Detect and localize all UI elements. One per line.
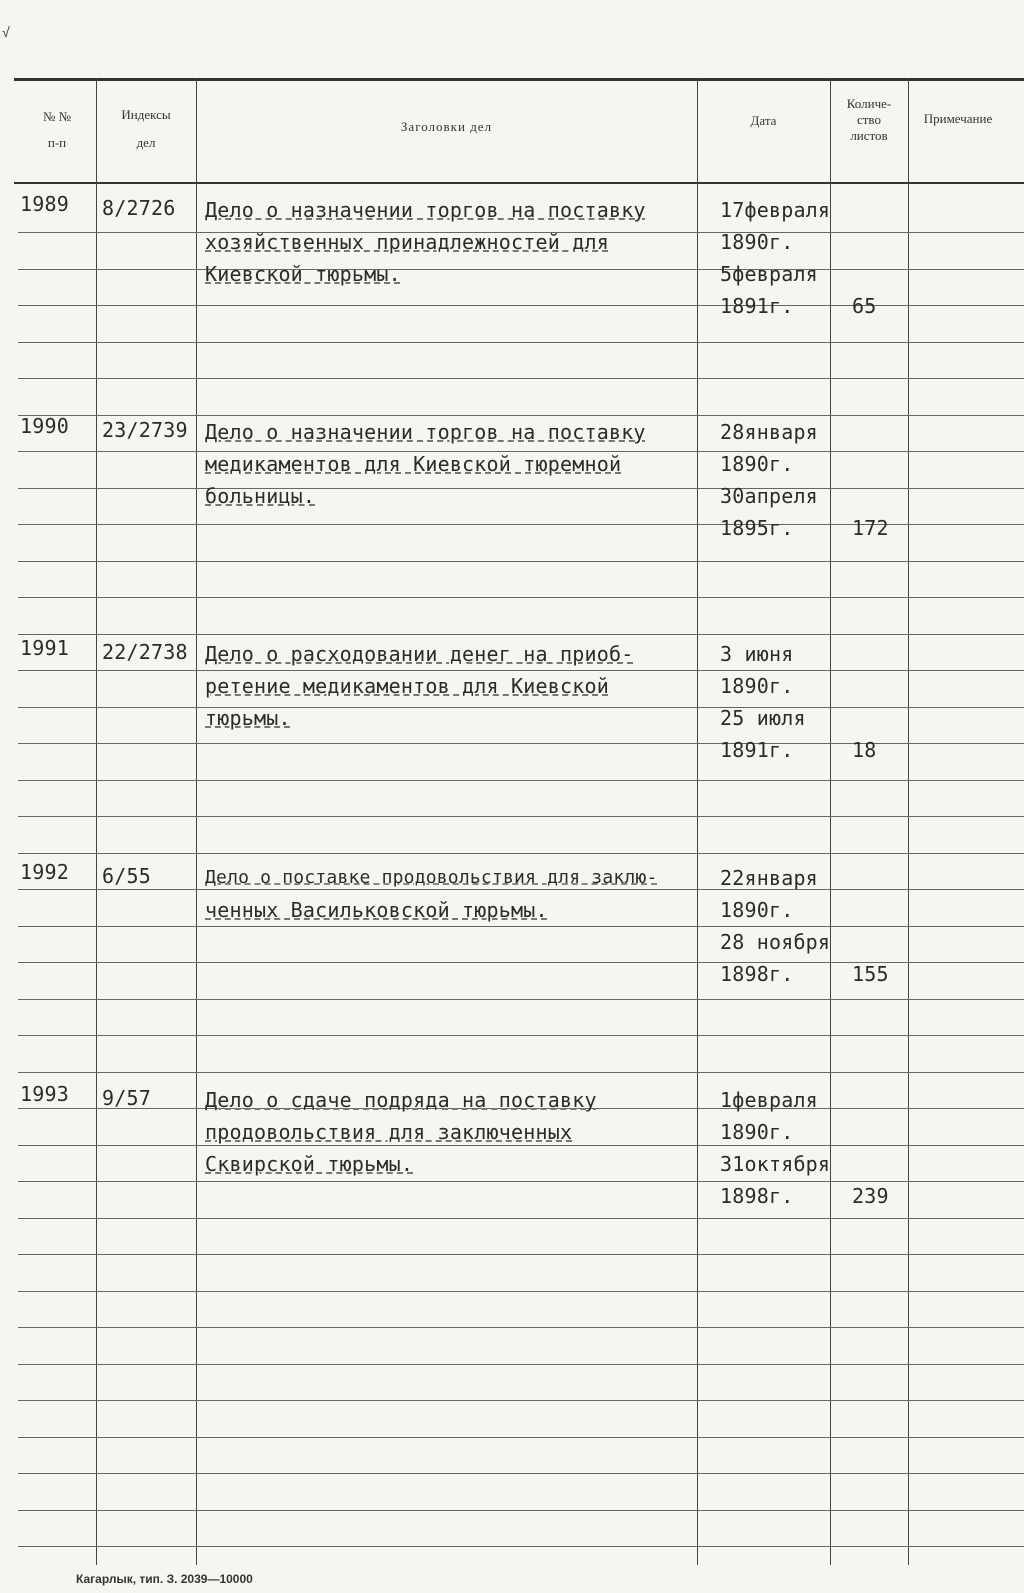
entry-number: 1993 [20,1082,69,1106]
entry-title-line: Дело о назначении торгов на поставку [205,420,646,444]
entry-index: 8/2726 [102,196,176,220]
entry-date-line: 1февраля [720,1088,818,1112]
ruled-line [18,1546,1024,1547]
entry-date-line: 1891г. [720,294,794,318]
ruled-line [18,1400,1024,1401]
ruled-line [18,853,1024,854]
entry-index: 6/55 [102,864,151,888]
header-number-label: № № [42,109,72,124]
ruled-line [18,1327,1024,1328]
entry-index: 23/2739 [102,418,188,442]
header-count-label-3: листов [850,128,888,143]
ruled-line [18,670,1024,671]
entry-date-line: 1898г. [720,1184,794,1208]
ruled-line [18,269,1024,270]
header-number [18,108,96,152]
header-titles: Заголовки дел [400,119,493,134]
entry-title-line: хозяйственных принадлежностей для [205,230,609,254]
ruled-line [18,1291,1024,1292]
entry-date-line: 1890г. [720,898,794,922]
column-divider [908,78,909,1565]
ruled-line [18,1254,1024,1255]
entry-date-line: 1895г. [720,516,794,540]
entry-date-line: 1890г. [720,674,794,698]
header-index [96,106,196,152]
entry-date-line: 1891г. [720,738,794,762]
ruled-line [18,378,1024,379]
ruled-line [18,634,1024,635]
entry-number: 1989 [20,192,69,216]
header-index-sublabel: дел [136,135,156,150]
entry-index: 22/2738 [102,640,188,664]
entry-date-line: 5февраля [720,262,818,286]
entry-number: 1991 [20,636,69,660]
entry-date-line: 1890г. [720,452,794,476]
ruled-line [18,926,1024,927]
entry-title-line: продовольствия для заключенных [205,1120,573,1144]
ruled-line [18,999,1024,1000]
entry-sheet-count: 172 [852,516,889,540]
header-note: Примечание [923,111,993,126]
entry-date-line: 28января [720,420,818,444]
header-count-label-1: Количе- [846,96,892,111]
entry-title-line: Дело о назначении торгов на поставку [205,198,646,222]
ruled-line [18,1145,1024,1146]
entry-date-line: 1890г. [720,1120,794,1144]
entry-number: 1990 [20,414,69,438]
entry-date-line: 1890г. [720,230,794,254]
entry-title-line: больницы. [205,484,316,508]
header-count-label-2: ство [856,112,881,127]
column-divider [697,78,698,1565]
ruled-line [18,816,1024,817]
ruled-line [18,707,1024,708]
header-sheet-count [830,96,908,144]
ruled-line [18,1364,1024,1365]
entry-title-line: Сквирской тюрьмы. [205,1152,414,1176]
ruled-line [18,415,1024,416]
ruled-line [18,1473,1024,1474]
entry-title-line: медикаментов для Киевской тюремной [205,452,622,476]
entry-date-line: 25 июля [720,706,806,730]
entry-title-line: Киевской тюрьмы. [205,262,401,286]
entry-date-line: 3 июня [720,642,794,666]
entry-date-line: 1898г. [720,962,794,986]
ruled-line [18,597,1024,598]
ruled-line [18,1218,1024,1219]
entry-title-line: ченных Васильковской тюрьмы. [205,898,548,922]
ruled-line [18,561,1024,562]
entry-number: 1992 [20,860,69,884]
entry-date-line: 28 ноября [720,930,831,954]
column-divider [96,78,97,1565]
entry-sheet-count: 65 [852,294,877,318]
ruled-line [18,780,1024,781]
entry-date-line: 30апреля [720,484,818,508]
entry-title-line: Дело о расходовании денег на приоб- [205,642,634,666]
ruled-line [18,1181,1024,1182]
entry-index: 9/57 [102,1086,151,1110]
ruled-line [18,1035,1024,1036]
entry-date-line: 22января [720,866,818,890]
entry-date-line: 17февраля [720,198,831,222]
entry-sheet-count: 18 [852,738,877,762]
ruled-line [18,1510,1024,1511]
header-bottom-rule [14,182,1024,184]
top-rule [14,78,1024,81]
entry-sheet-count: 239 [852,1184,889,1208]
header-number-sublabel: п-п [47,135,67,150]
entry-title-line: тюрьмы. [205,706,291,730]
entry-title-line: Дело о сдаче подряда на поставку [205,1088,597,1112]
ruled-line [18,488,1024,489]
ruled-line [18,1437,1024,1438]
header-index-label: Индексы [121,107,171,122]
ruled-line [18,342,1024,343]
entry-title-line: Дело о поставке продовольствия для заклю- [205,867,658,888]
entry-date-line: 31октября [720,1152,831,1176]
entry-title-line: ретение медикаментов для Киевской [205,674,609,698]
column-divider [196,78,197,1565]
column-divider [830,78,831,1565]
ruled-line [18,1072,1024,1073]
header-date: Дата [750,113,777,128]
entry-sheet-count: 155 [852,962,889,986]
printer-footer: Кагарлык, тип. З. 2039—10000 [76,1572,253,1586]
corner-check-mark: √ [2,24,10,40]
